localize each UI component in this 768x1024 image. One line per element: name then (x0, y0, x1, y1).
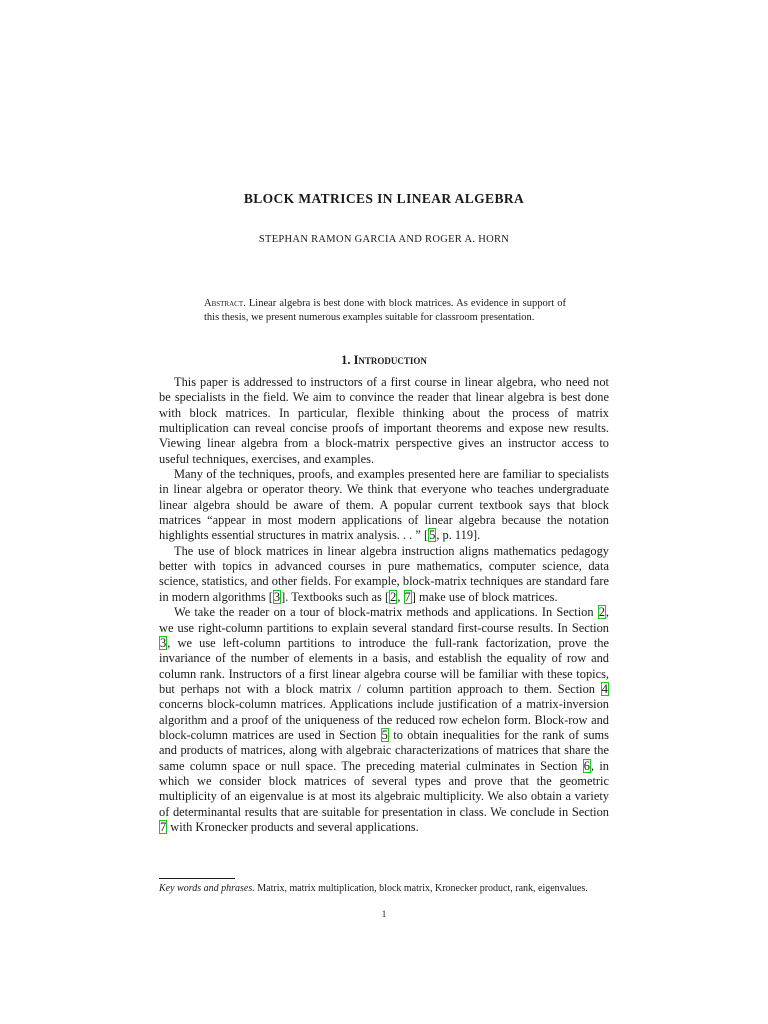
section-link-6[interactable]: 6 (583, 758, 590, 773)
paper-title: BLOCK MATRICES IN LINEAR ALGEBRA (243, 191, 525, 206)
citation-link-2[interactable]: 2 (390, 589, 397, 604)
page-number: 1 (381, 909, 387, 919)
section-heading (0, 353, 768, 368)
footnote-label: Key words and phrases. (159, 883, 255, 894)
paragraph-text: We take the reader on a tour of block-matrix methods and applications. In Section (174, 605, 598, 620)
abstract (204, 297, 566, 325)
paragraph-text: , p. 119]. (436, 528, 481, 543)
abstract-text: Linear algebra is best done with block matrices. As evidence in support of this thesis, we present numerous examples suitable for classroom presentation. (204, 298, 567, 323)
footnote-text: Matrix, matrix multiplication, block matrix, Kronecker product, rank, eigenvalues. (257, 883, 588, 894)
paragraph-1: This paper is addressed to instructors of a first course in linear algebra, who need not be specialists in the field. We aim to convince the reader that linear algebra is best done with block matrices. In particular, flexible thinking about the process of matrix multiplication can reveal concise proofs of important theorems and expose new results. Viewing linear algebra from a block-matrix perspective gives an instructor access to useful techniques, exercises, and examples. (159, 375, 609, 466)
paragraph-text: ] make use of block matrices. (411, 589, 558, 604)
section-title: Introduction (353, 353, 427, 367)
footnote-rule (159, 878, 235, 879)
paragraph-text: with Kronecker products and several applications. (167, 819, 419, 834)
abstract-label: Abstract. (204, 298, 246, 309)
footnote (159, 882, 609, 895)
section-link-5[interactable]: 5 (381, 727, 388, 742)
paper-authors: STEPHAN RAMON GARCIA AND ROGER A. HORN (258, 234, 510, 245)
section-link-2[interactable]: 2 (598, 605, 605, 620)
section-link-3[interactable]: 3 (160, 635, 167, 650)
citation-link-3[interactable]: 3 (273, 589, 281, 604)
paragraph-text: , we use right-column partitions to explain several standard first-course results. In Section (159, 605, 609, 635)
paragraph-2 (159, 467, 609, 544)
paragraph-text: Many of the techniques, proofs, and examples presented here are familiar to specialists in linear algebra or operator theory. We think that everyone who teaches undergraduate linear algebra should be aware of them. A popular current textbook says that block matrices “appear in most modern applications of linear algebra because the notation highlights essential structures in matrix analysis. . . ” [ (159, 467, 609, 543)
section-link-4[interactable]: 4 (601, 681, 608, 696)
paragraph-text: The use of block matrices in linear algebra instruction aligns mathematics pedagogy better with topics in advanced courses in pure mathematics, computer science, data science, statistics, and other fields. For example, block-matrix techniques are standard fare in modern algorithms [ (159, 543, 609, 604)
section-link-7[interactable]: 7 (160, 819, 167, 834)
section-number: 1. (341, 353, 351, 367)
paragraph-text: , we use left-column partitions to introduce the full-rank factorization, prove the invariance of the number of elements in a basis, and establish the equality of row and column rank. Instructors of a first linear algebra course will be familiar with these topics, but perhaps not with a block matrix / column partition approach to them. Section (159, 635, 609, 696)
paragraph-text: , in which we consider block matrices of several types and prove that the geometric multiplicity of an eigenvalue is at most its algebraic multiplicity. We also obtain a variety of determinantal results that are suitable for presentation in class. We conclude in Section (159, 758, 609, 819)
citation-link-7[interactable]: 7 (404, 589, 411, 604)
citation-link-5[interactable]: 5 (429, 528, 436, 543)
paragraph-text: concerns block-column matrices. Applications include justification of a matrix-inversion algorithm and a proof of the uniqueness of the reduced row echelon form. Block-row and block-column matrices are used in Section (159, 697, 609, 742)
paragraph-text: to obtain inequalities for the rank of sums and products of matrices, along with algebraic characterizations of matrices that share the same column space or null space. The preceding material culminates in Section (159, 727, 609, 773)
paragraph-3 (159, 544, 609, 605)
paragraph-4 (159, 605, 609, 835)
paragraph-text: ]. Textbooks such as [ (281, 589, 390, 604)
body-text (159, 375, 609, 835)
paragraph-text: , (397, 589, 404, 604)
